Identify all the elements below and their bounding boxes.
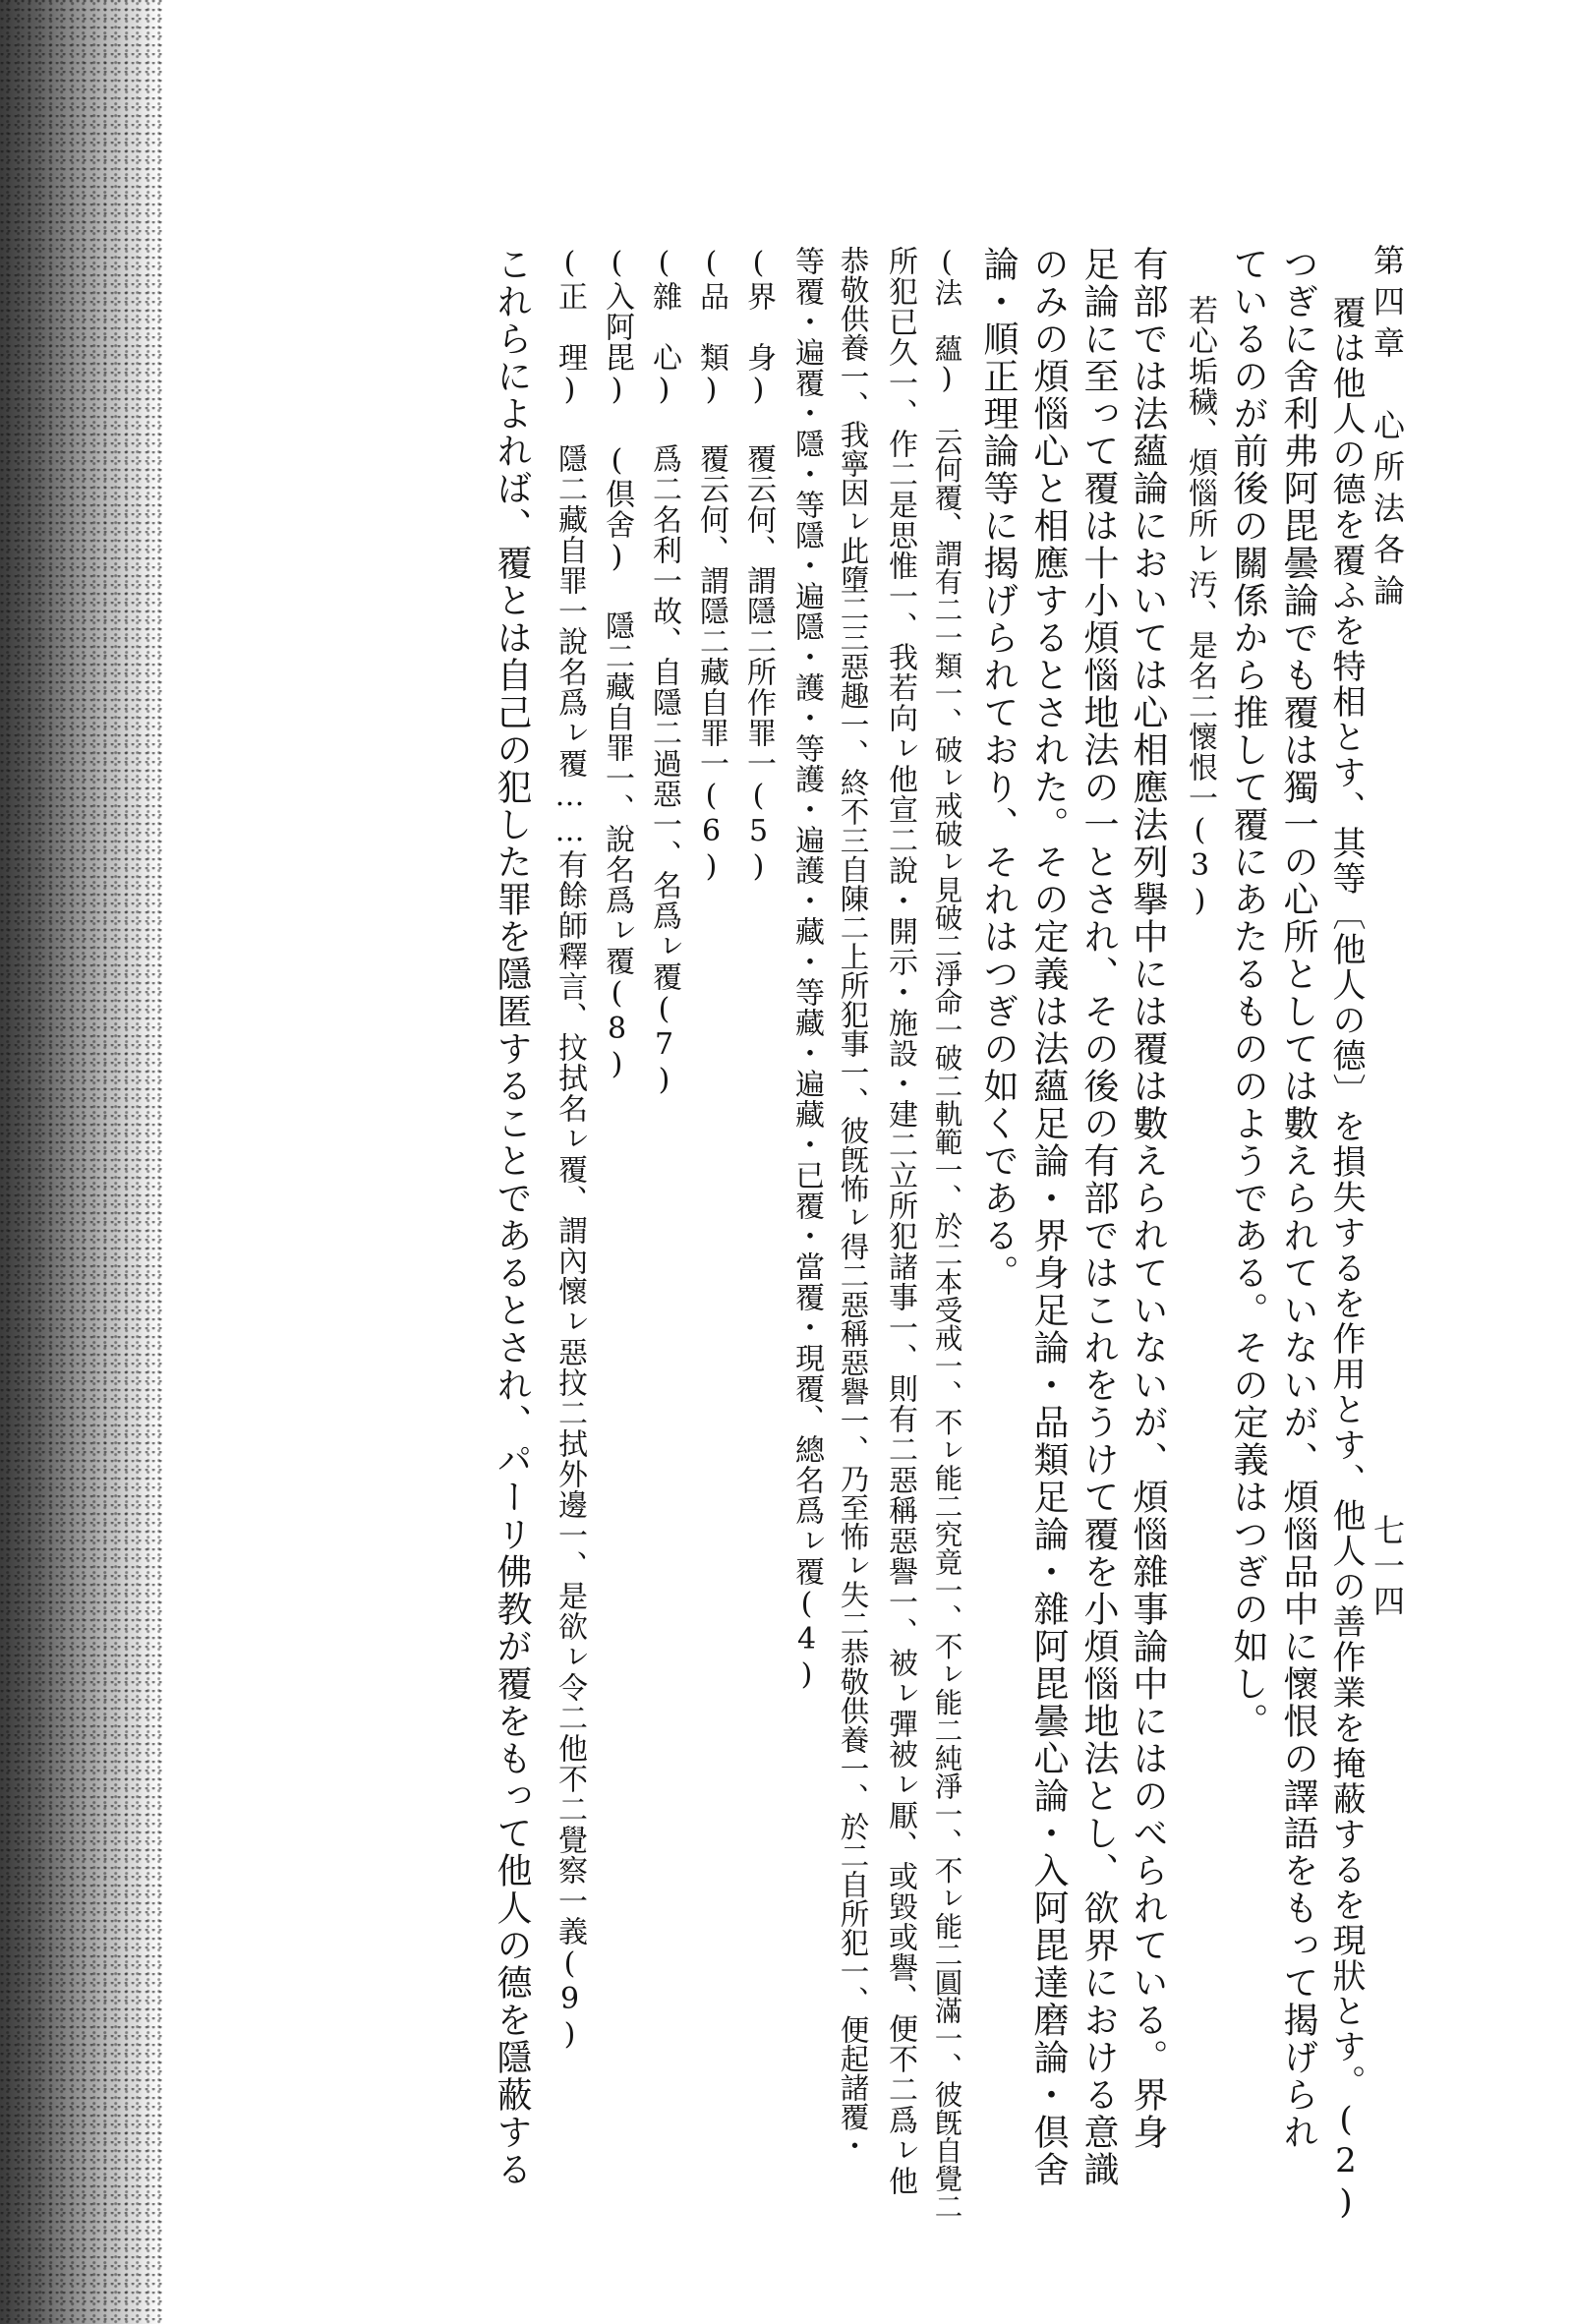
quote-column-2: (法 蘊) 云何覆、謂有二一類一、破ㇾ戒破ㇾ見破二淨命一破二軌範一、於二本受戒一、不ㇾ能二究竟一、不ㇾ能二純淨一、不ㇾ能二圓滿一、彼旣自覺二 — [930, 246, 963, 2221]
quote-column-4: 恭敬供養一、我寧因ㇾ此墮二三惡趣一、終不三自陳二上所犯事一、彼旣怖ㇾ得二惡稱惡譽一、乃至怖ㇾ失二恭敬供養一、於二自所犯一、便起諸覆・ — [836, 246, 870, 2160]
text-column-2: つぎに舍利弗阿毘曇論でも覆は獨一の心所としては數えられていないが、煩惱品中に懷恨の譯語をもって揭げられ — [1278, 246, 1318, 2151]
text-column-6: のみの煩惱心と相應するとされた。その定義は法蘊足論・界身足論・品類足論・雜阿毘曇心論・入阿毘達磨論・倶舍 — [1028, 246, 1069, 2188]
text-column-3: ているのが前後の關係から推して覆にあたるもののようである。その定義はつぎの如し。 — [1228, 246, 1268, 1740]
quote-column-6: (界 身) 覆云何、謂隱二所作罪一(5) — [741, 246, 776, 885]
quote-column-5: 等覆・遍覆・隱・等隱・遍隱・護・等護・遍護・藏・等藏・遍藏・已覆・當覆・現覆、總名爲ㇾ覆(4) — [789, 246, 824, 1693]
text-column-4: 有部では法蘊論においては心相應法列擧中には覆は數えられていないが、煩惱雜事論中にはのべられている。界身 — [1128, 246, 1168, 2151]
text-column-8: これらによれば、覆とは自己の犯した罪を隱匿することであるとされ、パーリ佛教が覆をもって他人の德を隱蔽する — [492, 246, 532, 2188]
chapter-header: 第四章 心所法各論 — [1369, 244, 1406, 615]
scan-edge-shadow — [0, 0, 162, 2324]
quote-column-8: (雜 心) 爲二名利一故、自隱二過惡一、名爲ㇾ覆(7) — [647, 246, 681, 1098]
text-column-7: 論・順正理論等に揭げられており、それはつぎの如くである。 — [978, 246, 1019, 1292]
quote-column-1: 若心垢穢、煩惱所ㇾ汚、是名二懷恨一(3) — [1183, 295, 1217, 919]
quote-column-9: (入阿毘) (倶舍) 隱二藏自罪一、說名爲ㇾ覆(8) — [600, 246, 634, 1082]
quote-column-7: (品 類) 覆云何、謂隱二藏自罪一(6) — [694, 246, 729, 885]
quote-column-3: 所犯已久一、作二是思惟一、我若向ㇾ他宣二說・開示・施設・建二立所犯諸事一、則有二惡稱惡譽一、被ㇾ彈被ㇾ厭、或毀或譽、便不二爲ㇾ他 — [883, 246, 917, 2196]
page-number: 七一四 — [1369, 1514, 1406, 1620]
text-column-1: 覆は他人の德を覆ふを特相とす、其等〔他人の德〕を損失するを作用とす、他人の善作業を掩蔽するを現狀とす。(2) — [1326, 295, 1366, 2224]
text-column-5: 足論に至って覆は十小煩惱地法の一とされ、その後の有部ではこれをうけて覆を小煩惱地法とし、欲界における意識 — [1078, 246, 1119, 2188]
quote-column-10: (正 理) 隱二藏自罪一說名爲ㇾ覆……有餘師釋言、抆拭名ㇾ覆、謂內懷ㇾ惡抆二拭外邊一、是欲ㇾ令二他不二覺察一義(9) — [553, 246, 587, 2053]
